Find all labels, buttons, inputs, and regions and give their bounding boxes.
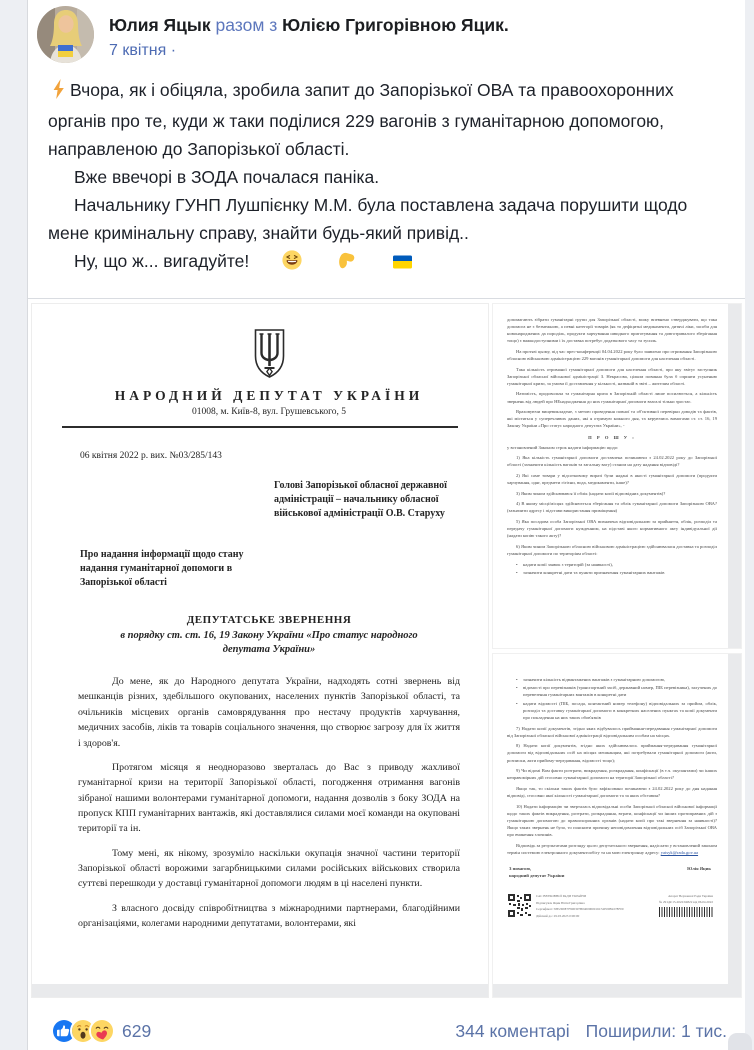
engagement-bar — [28, 1014, 745, 1048]
scan-edge — [493, 984, 741, 997]
post-date[interactable]: 7 квітня · — [109, 42, 177, 59]
registration-stamp — [659, 893, 713, 918]
flag-ukraine-icon — [366, 250, 413, 278]
doc2-request-heading: П Р О Ш У : — [588, 434, 636, 440]
doc2-item: 1) Яка кількість гуманітарної допомоги доставлена починаючи з 24.02.2022 року до Запорізької області (зазначити кількість вагонів та загальну вагу) станом на дату надання відповіді? — [507, 455, 717, 468]
doc3-bullet: • відомості про перевізників (транспортний засіб, державний номер, ПІБ перевізника), залучених до перевезення гуманітарних вантажів в конкретні дати — [523, 684, 717, 698]
post-paragraph-2: Вже ввечорі в ЗОДА почалася паніка. — [74, 167, 380, 187]
flexed-biceps-icon — [311, 250, 357, 278]
doc2-items — [507, 454, 717, 557]
doc2-item: 6) Яким чином Запорізькою обласною військовою адміністрацією здійснювалася доставка та розподіл гуманітарної допомоги по територіям області: — [507, 543, 717, 556]
avatar-image — [37, 6, 94, 63]
attachment-photo-1[interactable] — [31, 303, 489, 998]
doc1-paragraph: До мене, як до Народного депутата України, надходять сотні звернень від мешканців різних, здебільшого окупованих, населених пунктів Запорізької області, та очільників місцевих органів самоврядування про нестачу продуктів харчування, медичних засобів, ліків та товарів соціального значення, що створює загрозу для їх життя і здоров'я. — [78, 676, 460, 749]
doc2-item: 5) Яка посадова особа Запорізької ОВА визначена відповідальною за прийняття, облік, розподіл та передачу гуманітарної допомоги нужденним, на підставі якого нормативного акту індивідуальної дії (надати копію такого акту)? — [507, 519, 717, 539]
reaction-icons[interactable] — [53, 1020, 113, 1042]
author-name[interactable]: Юлия Яцык — [109, 15, 211, 35]
together-with-label: разом з — [215, 15, 278, 35]
qr-code — [507, 893, 532, 918]
document-page-2 — [493, 304, 741, 576]
post-paragraph-4: Ну, що ж... вигадуйте! — [48, 247, 727, 278]
doc2-paragraph: допомагають зібрати гуманітарні групи для Запорізької області, можу впевнено стверджувати, що така допомога не є безмежною, а певні категорії товарів (як то дефіцитні медикаменти, дитячі ліки, засоби для новонароджених да породіль, продукти харчування швидкого приготування та довготривалого зберігання тощо) є важкодоступними і їх доставка потребує додаткового часу та зусиль. — [507, 317, 717, 344]
doc3-closing: Відповідь за результатами розгляду цього депутатського звернення, надіслати у встановлений законом термін системою електронного документообігу та на мою електронну адресу: yatsyk@rada.gov.ua — [507, 842, 717, 855]
doc1-paragraph: Тому мені, як нікому, зрозуміло наскільки окупація значної частини території Запорізької області ворожими загарбницькими силами російських військових створила суттєві перешкоди у доставці гуманітарної допомоги людям в ці населені пункти. — [78, 847, 460, 890]
doc1-subheading: в порядку ст. ст. 16, 19 Закону України «Про статус народного депутата України» — [120, 629, 418, 655]
doc3-item: 10) Надати інформацію чи зверталась відповідальні особи Запорізької обласної військової інформації щодо таких фактів викрадення, розтрати, розкрадання, втрати, конфіскації чи інших протиправних дій з гуманітарною допомогою до правоохоронних органів (надати копії про такі звернення за наявності)? Якщо таких звернень не було, то пояснити причину неповідомлення відповідальних осіб Запорізької ОВА про вчинення злочинів. — [507, 803, 717, 838]
post-paragraph-1: Вчора, як і обіцяла, зробила запит до Запорізької ОВА та правоохоронних органів про те, куди ж таки поділися 229 вагонів з гуманітарною допомогою, направленою до Запорізької області. — [48, 80, 674, 159]
stamp-right-text — [659, 893, 713, 906]
comments-count[interactable]: 344 коментарі — [455, 1020, 570, 1041]
attachment-photo-3[interactable] — [492, 653, 742, 999]
post-paragraph-3: Начальнику ГУНП Лушпієнку М.М. була поставлена задача порушити щодо мене кримінальну справу, знайти будь-який привід.. — [48, 195, 688, 243]
doc2-paragraph: Така кількість отриманої гуманітарної допомоги для населення області, про яку звітує заступник Запорізької обласної військової адміністрації З. Некрасова, цілком повинна була б сприяти усуненню гуманітарної кризи, за умови її доставлення у кількості, названій в звіті – жителям області. — [507, 366, 717, 386]
scan-edge — [32, 984, 488, 997]
doc1-paragraph: Протягом місяця я неодноразово зверталась до Вас з приводу жахливої гуманітарної кризи на території Запорізької області, погодження отримання вагонів зібраної нашими волонтерами гуманітарної допомоги, надання дозволів з боку ЗОДА на пропуск КПП гуманітарних вантажів, які доставлялися силами моєї команди на окуповані території та ін. — [78, 761, 460, 835]
document-page-3 — [493, 654, 741, 921]
attachment-photo-2[interactable] — [492, 303, 742, 649]
doc3-item: Якщо так, то скільки таких фактів було зафіксовано починаючи з 24.02.2022 року до дня надання відповіді, стосовно якої кількості гуманітарної допомоги та за яких обставин? — [507, 785, 717, 799]
doc2-paragraph: На протязі цьому, під час прес-конференції 04.04.2022 року було заявлено про отримання Запорізькою обласною військовою адміністрацією 229 вагонів гуманітарної допомоги для населення області. — [507, 348, 717, 362]
stamp-line: Підписувач Яцик Юлія Григорівна — [536, 900, 585, 905]
signature-row — [509, 865, 711, 880]
scan-edge — [728, 654, 741, 998]
doc2-item: 2) Які саме товари у відсотковому виразі були надані в якості гуманітарної допомоги (продукти харчування, одяг, предмети гігієни, вода, медикаменти, інше)? — [507, 472, 717, 486]
doc2-bullets — [507, 561, 717, 577]
doc2-intro: у встановлений Законом строк надати інформацію щодо: — [507, 444, 619, 450]
barcode — [659, 907, 713, 917]
stamp-line: Апарат Верховної Ради України — [668, 893, 713, 898]
photo-collage — [28, 298, 745, 998]
doc3-item: 7) Надати копії документів, згідно яких відбувалось приймання-передавання гуманітарної допомоги від Запорізької обласної військової адміністрації відповідальним особам на місцях. — [507, 725, 717, 738]
post-text — [28, 63, 745, 278]
scan-edge — [728, 304, 741, 648]
doc1-divider — [62, 426, 458, 428]
corner-overlay — [728, 1033, 752, 1050]
doc1-reference: 06 квітня 2022 р. вих. №03/285/143 — [80, 451, 222, 461]
doc2-paragraph: Враховуючи вищевикладене, з метою проведення повної та об'єктивної перевірки доводів та фактів, які містяться у суперечливих даних, які я отримую кожного дня, та керуючись вимогами ст. ст. 16, 19 Закону України «Про статус народного депутата України», - — [507, 409, 717, 429]
post-header — [28, 0, 745, 63]
stamp-line: САС ВЕРХОВНОЇ РАДИ УКРАЇНИ — [536, 893, 586, 898]
stamp-line: № 291д9/15-2022/64822 від 06.04.2022 — [659, 899, 713, 904]
doc3-items — [507, 725, 717, 839]
stamp-line: Дійсний до: 29.03.2023 0:00:00 — [536, 914, 580, 919]
doc1-address: 01008, м. Київ-8, вул. Грушевського, 5 — [191, 407, 347, 417]
digital-signature-stamp — [507, 893, 623, 921]
footer-right — [455, 1021, 727, 1042]
attachment-right-column — [492, 303, 742, 998]
signature-left: З повагою, народний депутат України — [509, 865, 565, 879]
doc2-paragraph: Натомість, продовольча та гуманітарна криза в Запорізькій області лише посилюється, а кількість звернень від людей про НЕнадходження до них гуманітарної допомоги взагалі тільки зростає. — [507, 391, 717, 404]
name-line — [109, 13, 509, 37]
doc3-item: 9) Чи відомі Вам факти розтрати, викрадення, розкрадання, конфіскації (в т.ч. окупантами) чи інших неправомірних дій стосовно гуманітарної допомоги на території Запорізької області? — [507, 768, 717, 781]
doc3-bullets — [507, 676, 717, 722]
email-link: yatsyk@rada.gov.ua — [660, 849, 699, 855]
doc2-item: 3) Яким чином здійснювався її облік (надати копії відповідних документів)? — [516, 490, 666, 496]
avatar[interactable] — [37, 6, 94, 63]
stamp-row — [507, 893, 713, 921]
laughing-face-icon — [256, 250, 302, 278]
doc1-subject: Про надання інформації щодо стану надання гуманітарної допомоги в Запорізької області — [80, 549, 244, 588]
stamp-left-text — [536, 893, 623, 921]
signature-name: Юлія Яцик — [687, 865, 711, 871]
doc3-bullet: • зазначити кількість відвантажених вантажів з гуманітарною допомогою, — [523, 676, 717, 683]
doc1-heading: ДЕПУТАТСЬКЕ ЗВЕРНЕННЯ — [186, 613, 352, 626]
reaction-count[interactable]: 629 — [122, 1020, 152, 1041]
doc1-title: НАРОДНИЙ ДЕПУТАТ УКРАЇНИ — [114, 388, 424, 403]
header-text — [109, 6, 509, 63]
document-page-1 — [32, 304, 488, 931]
doc2-bullet: • зазначити конкретні дати та пункти призначення гуманітарних вантажів — [523, 569, 717, 576]
doc3-bullet: • надати відомості (ПІБ, посада, контактний номер телефону) відповідальних за прийом, облік, розподіл та доставку гуманітарної допомоги в конкретних населених пунктах та копії документи про покладення на них таких обов'язків — [523, 700, 717, 721]
doc1-body — [78, 674, 460, 931]
ukraine-trident-emblem — [251, 328, 288, 380]
post-card — [27, 0, 745, 1050]
doc3-item: 8) Надати копії документів, згідно яких здійснювалось приймання-передавання гуманітарної допомоги від відповідальних осіб на місцях мешканцям, які потребували гуманітарної допомоги (акти, розписки, акти прийому-передавання, відомості тощо); — [507, 743, 717, 763]
shares-count[interactable]: Поширили: 1 тис. — [585, 1020, 727, 1041]
tagged-name[interactable]: Юлією Григорівною Яцик. — [282, 15, 509, 35]
doc2-item: 4) В якому місці/місцях здійснюється зберігання та облік гуманітарної допомоги Запорізькою ОВА? (зазначити адресу і підстави використання приміщення) — [507, 501, 717, 514]
care-reaction-icon — [91, 1020, 113, 1042]
doc2-bullet: • надати копії заявок з територій (за наявності), — [523, 561, 717, 568]
lightning-icon — [50, 79, 68, 107]
doc1-addressee: Голові Запорізької обласної державної адміністрації – начальнику обласної військової адміністрації О.В. Старуху — [274, 480, 447, 519]
doc1-paragraph: З власного досвіду співробітництва з міжнародними партнерами, благодійними організаціями, колегами народними депутатами, волонтерами, які — [78, 902, 460, 929]
stamp-line: Сертифікат: 58E2D9E7F900307B0400000016C52E00B2278F00 — [536, 907, 624, 912]
